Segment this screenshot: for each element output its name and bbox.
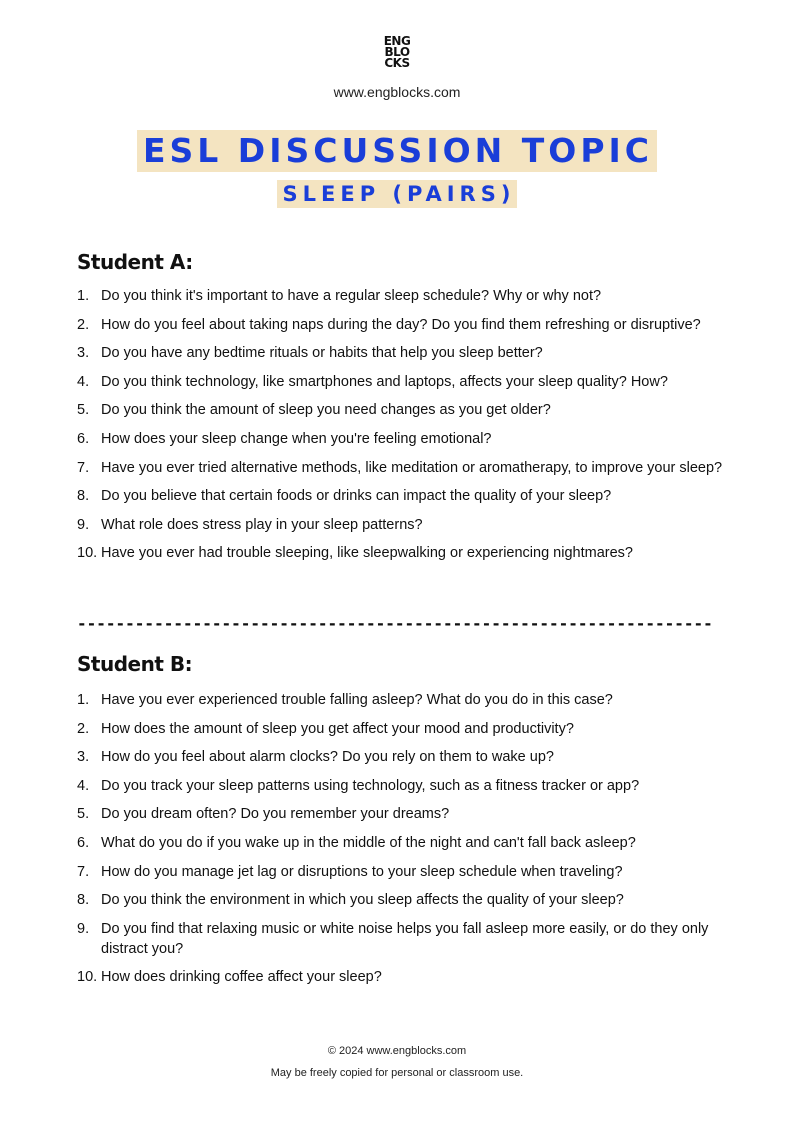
logo-line-3: CKS <box>384 56 410 70</box>
question-item <box>77 372 727 392</box>
question-text: Do you dream often? Do you remember your dreams? <box>101 806 450 823</box>
question-number: 4. <box>77 777 90 794</box>
question-number: 10. <box>77 969 98 986</box>
student-a-heading: Student A: <box>77 250 193 274</box>
question-number: 3. <box>77 345 90 362</box>
question-number: 8. <box>77 892 90 909</box>
question-text: Do you think the environment in which you sleep affects the quality of your sleep? <box>101 892 624 909</box>
question-number: 3. <box>77 749 90 766</box>
question-number: 4. <box>77 373 90 390</box>
question-number: 1. <box>77 692 90 708</box>
question-item <box>77 429 727 449</box>
question-number: 6. <box>77 834 90 851</box>
question-text: How does your sleep change when you're feeling emotional? <box>101 430 492 447</box>
question-text: Do you think the amount of sleep you need changes as you get older? <box>101 402 551 419</box>
question-item <box>77 719 727 739</box>
question-item <box>77 543 727 563</box>
question-item <box>77 690 727 710</box>
question-text: Do you track your sleep patterns using technology, such as a fitness tracker or app? <box>101 777 640 794</box>
question-item <box>77 804 727 824</box>
question-number: 7. <box>77 863 90 880</box>
question-number: 1. <box>77 288 90 304</box>
question-item <box>77 890 727 910</box>
student-a-question-list <box>77 286 727 572</box>
question-text: Do you think it's important to have a regular sleep schedule? Why or why not? <box>101 288 602 304</box>
question-item <box>77 343 727 363</box>
question-text: What role does stress play in your sleep patterns? <box>101 516 423 533</box>
question-item <box>77 833 727 853</box>
student-b-question-list <box>77 690 727 996</box>
question-item <box>77 486 727 506</box>
page-subtitle: SLEEP (PAIRS) <box>277 180 518 208</box>
question-number: 6. <box>77 430 90 447</box>
question-number: 2. <box>77 720 90 737</box>
question-item <box>77 400 727 420</box>
question-text: Do you have any bedtime rituals or habits that help you sleep better? <box>101 345 543 362</box>
question-number: 7. <box>77 459 90 476</box>
question-text: How do you manage jet lag or disruptions to your sleep schedule when traveling? <box>101 863 623 880</box>
logo-line-2: BLO <box>384 45 410 59</box>
question-text: Do you think technology, like smartphones and laptops, affects your sleep quality? How? <box>101 373 668 390</box>
question-text: Do you find that relaxing music or white noise helps you fall asleep more easily, or do they only distract you? <box>101 920 709 957</box>
question-item <box>77 286 727 306</box>
question-number: 5. <box>77 402 90 419</box>
question-text: How does the amount of sleep you get affect your mood and productivity? <box>101 720 574 737</box>
question-text: How do you feel about alarm clocks? Do you rely on them to wake up? <box>101 749 554 766</box>
question-item <box>77 862 727 882</box>
question-text: Have you ever tried alternative methods, like meditation or aromatherapy, to improve your sleep? <box>101 459 723 476</box>
question-text: How does drinking coffee affect your sleep? <box>101 969 382 986</box>
question-text: Do you believe that certain foods or drinks can impact the quality of your sleep? <box>101 488 612 505</box>
question-text: Have you ever had trouble sleeping, like sleepwalking or experiencing nightmares? <box>101 545 633 562</box>
site-url[interactable]: www.engblocks.com <box>333 84 461 100</box>
question-item <box>77 747 727 767</box>
logo-line-1: ENG <box>383 34 411 48</box>
engblocks-logo <box>0 36 794 72</box>
question-number: 5. <box>77 806 90 823</box>
question-item <box>77 919 727 959</box>
question-number: 9. <box>77 920 90 937</box>
question-number: 2. <box>77 316 90 333</box>
footer-notice: May be freely copied for personal or classroom use. <box>270 1067 524 1079</box>
question-item <box>77 315 727 335</box>
page-title: ESL DISCUSSION TOPIC <box>137 130 657 172</box>
question-number: 10. <box>77 545 98 562</box>
question-item <box>77 515 727 535</box>
question-number: 8. <box>77 488 90 505</box>
question-text: What do you do if you wake up in the middle of the night and can't fall back asleep? <box>101 834 636 851</box>
question-item <box>77 967 727 987</box>
footer-copyright: © 2024 www.engblocks.com <box>327 1045 467 1057</box>
question-item <box>77 776 727 796</box>
question-number: 9. <box>77 516 90 533</box>
section-divider: ------------------------------------------------------------------ <box>77 614 713 633</box>
question-text: Have you ever experienced trouble falling asleep? What do you do in this case? <box>101 692 613 708</box>
student-b-heading: Student B: <box>77 652 193 676</box>
question-text: How do you feel about taking naps during the day? Do you find them refreshing or disruptive? <box>101 316 701 333</box>
question-item <box>77 458 727 478</box>
